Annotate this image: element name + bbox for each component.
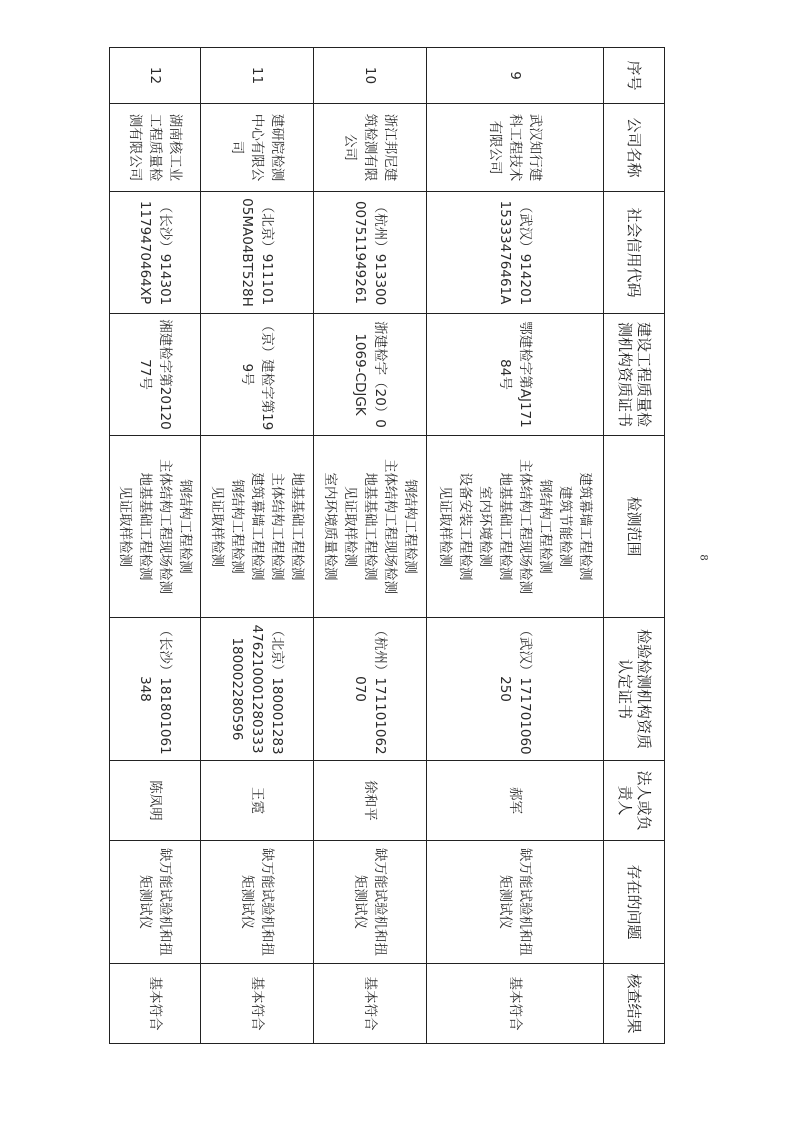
inspection-cert: （武汉）171701060250 <box>426 618 603 761</box>
scope-item: 室内环境检测 <box>476 486 493 567</box>
table-row <box>201 48 314 1044</box>
problem: 缺万能试验机和扭矩测试仪 <box>426 841 603 964</box>
legal-person: 郝军 <box>426 761 603 841</box>
result: 基本符合 <box>426 964 603 1044</box>
table-row <box>314 48 427 1044</box>
qualification-cert: 鄂建检字第AJ17184号 <box>426 314 603 436</box>
scope <box>201 436 314 618</box>
scope-item: 建筑幕墙工程检测 <box>249 472 266 581</box>
result: 基本符合 <box>314 964 427 1044</box>
scope-item: 钢结构工程检测 <box>177 479 194 574</box>
row-seq: 11 <box>201 48 314 104</box>
header-result: 核查结果 <box>604 964 665 1044</box>
credit-code: （北京）91110105MA04BT528H <box>201 192 314 314</box>
header-problems: 存在的问题 <box>604 841 665 964</box>
scope <box>110 436 201 618</box>
scope-item: 主体结构工程现场检测 <box>516 459 533 594</box>
company-name: 湖南核工业工程质量检测有限公司 <box>110 104 201 192</box>
scope-item: 见证取样检测 <box>209 486 226 567</box>
scope-item: 主体结构工程检测 <box>269 472 286 581</box>
scope-item: 钢结构工程检测 <box>229 479 246 574</box>
header-legal-person: 法人或负责人 <box>604 761 665 841</box>
legal-person: 陈凤明 <box>110 761 201 841</box>
scope-item: 建筑节能检测 <box>556 486 573 567</box>
scope <box>426 436 603 618</box>
credit-code: （武汉）91420115333476461A <box>426 192 603 314</box>
scope-item: 见证取样检测 <box>117 486 134 567</box>
inspection-results-table <box>109 47 665 1044</box>
inspection-cert: （长沙）181801061348 <box>110 618 201 761</box>
table-row <box>426 48 603 1044</box>
problem: 缺万能试验机和扭矩测试仪 <box>201 841 314 964</box>
table-header-row <box>604 48 665 1044</box>
qualification-cert: 浙建检字（20）01069-CDJGK <box>314 314 427 436</box>
header-scope: 检测范围 <box>604 436 665 618</box>
scope-item: 地基基础工程检测 <box>137 472 154 581</box>
page-number: 8 <box>697 554 709 561</box>
inspection-cert: （北京）180001283476210001280333180002280596 <box>201 618 314 761</box>
header-qualification-cert: 建设工程质量检测机构资质证书 <box>604 314 665 436</box>
header-credit-code: 社会信用代码 <box>604 192 665 314</box>
header-company-name: 公司名称 <box>604 104 665 192</box>
company-name: 武汉知行建科工程技术有限公司 <box>426 104 603 192</box>
scope-item: 设备安装工程检测 <box>456 472 473 581</box>
result: 基本符合 <box>201 964 314 1044</box>
scope-item: 主体结构工程现场检测 <box>157 459 174 594</box>
scope-item: 室内环境质量检测 <box>321 472 338 581</box>
row-seq: 9 <box>426 48 603 104</box>
credit-code: （长沙）9143011179470464XP <box>110 192 201 314</box>
legal-person: 王霓 <box>201 761 314 841</box>
scope-item: 地基基础工程检测 <box>496 472 513 581</box>
legal-person: 徐和平 <box>314 761 427 841</box>
inspection-cert: （杭州）171101062070 <box>314 618 427 761</box>
scope-item: 见证取样检测 <box>341 486 358 567</box>
scope <box>314 436 427 618</box>
scope-item: 地基基础工程检测 <box>289 472 306 581</box>
problem: 缺万能试验机和扭矩测试仪 <box>110 841 201 964</box>
company-name: 建研院检测中心有限公司 <box>201 104 314 192</box>
scope-item: 地基基础工程检测 <box>361 472 378 581</box>
qualification-cert: 湘建检字第2012077号 <box>110 314 201 436</box>
problem: 缺万能试验机和扭矩测试仪 <box>314 841 427 964</box>
scope-item: 建筑幕墙工程检测 <box>576 472 593 581</box>
header-inspection-cert: 检验检测机构资质认定证书 <box>604 618 665 761</box>
row-seq: 12 <box>110 48 201 104</box>
header-seq: 序号 <box>604 48 665 104</box>
result: 基本符合 <box>110 964 201 1044</box>
row-seq: 10 <box>314 48 427 104</box>
qualification-cert: （京）建检字第199号 <box>201 314 314 436</box>
scope-item: 钢结构工程检测 <box>536 479 553 574</box>
rotated-page-content <box>109 47 665 1043</box>
credit-code: （杭州）913300007511949261 <box>314 192 427 314</box>
scope-item: 钢结构工程检测 <box>401 479 418 574</box>
table-row <box>110 48 201 1044</box>
company-name: 浙江邦尼建筑检测有限公司 <box>314 104 427 192</box>
scope-item: 见证取样检测 <box>436 486 453 567</box>
scope-item: 主体结构工程现场检测 <box>381 459 398 594</box>
